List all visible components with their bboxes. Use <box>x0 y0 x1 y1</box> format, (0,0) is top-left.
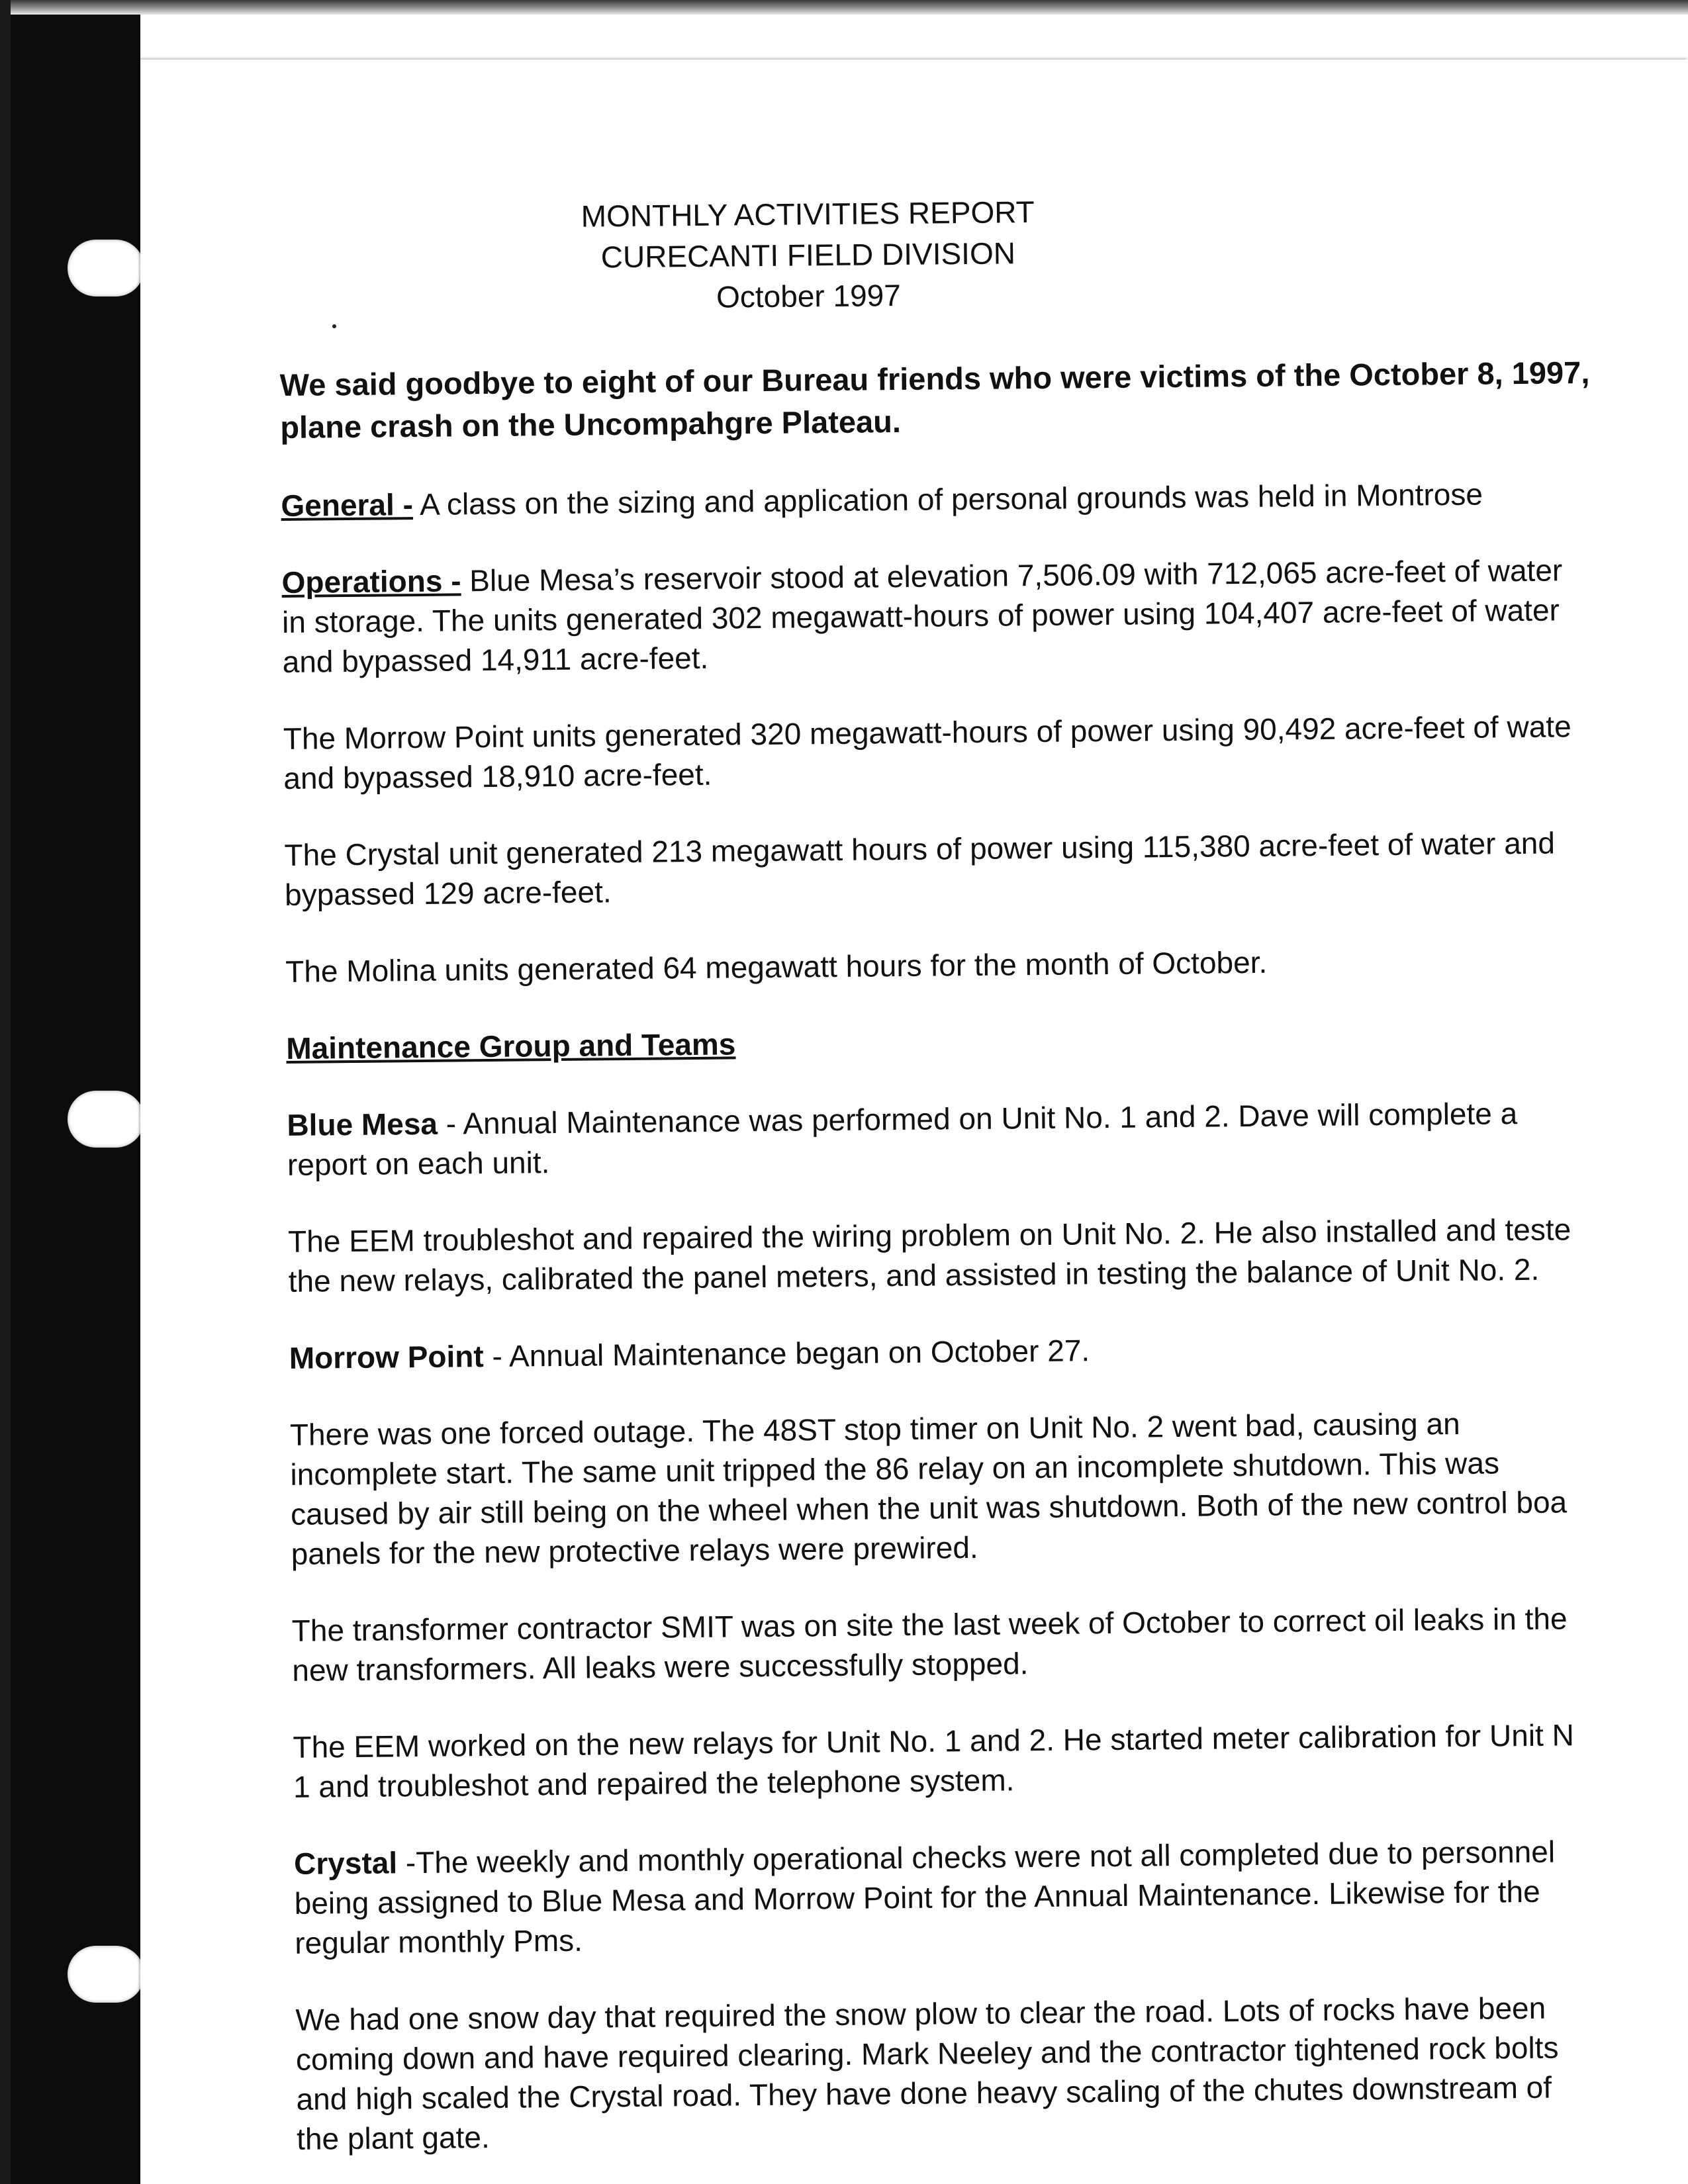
general-heading: General - <box>281 487 414 523</box>
morrow-point-line-1: - Annual Maintenance began on October 27. <box>483 1333 1090 1374</box>
transformer-paragraph <box>291 1597 1688 1690</box>
morrow-power-line-2: and bypassed 18,910 acre-feet. <box>283 756 712 796</box>
blue-mesa-eem-line-2: the new relays, calibrated the panel meters, and assisted in testing the balance of Unit No. 2. <box>288 1251 1540 1298</box>
operations-line-3: and bypassed 14,911 acre-feet. <box>282 640 709 679</box>
snow-paragraph <box>295 1986 1688 2159</box>
snow-line-4: the plant gate. <box>296 2120 490 2156</box>
report-title <box>344 189 1272 321</box>
crystal-heading: Crystal <box>293 1845 398 1881</box>
maintenance-section <box>286 1015 1688 1068</box>
snow-line-3: and high scaled the Crystal road. They have done heavy scaling of the chutes downstream of <box>296 2070 1552 2116</box>
morrow-eem-paragraph <box>293 1713 1688 1807</box>
memorial-line-1: We said goodbye to eight of our Bureau friends who were victims of the October 8, 1997, <box>279 354 1590 402</box>
morrow-eem-line-2: 1 and troubleshot and repaired the telephone system. <box>293 1762 1015 1804</box>
forced-outage-paragraph <box>290 1401 1688 1574</box>
memorial-line-2: plane crash on the Uncompahgre Plateau. <box>280 403 902 445</box>
forced-outage-line-1: There was one forced outage. The 48ST stop timer on Unit No. 2 went bad, causing an <box>289 1406 1460 1452</box>
molina-power-line: The Molina units generated 64 megawatt hours for the month of October. <box>285 944 1268 989</box>
title-line-2: CURECANTI FIELD DIVISION <box>600 236 1016 275</box>
morrow-power-line-1: The Morrow Point units generated 320 megawatt-hours of power using 90,492 acre-feet of wate <box>283 709 1571 756</box>
blue-mesa-line-2: report on each unit. <box>287 1145 550 1182</box>
snow-line-1: We had one snow day that required the snow plow to clear the road. Lots of rocks have been <box>295 1990 1546 2037</box>
blue-mesa-eem-line-1: The EEM troubleshot and repaired the wiring problem on Unit No. 2. He also installed and teste <box>287 1212 1571 1259</box>
operations-heading: Operations - <box>281 563 461 600</box>
crystal-line-1: -The weekly and monthly operational checks were not all completed due to personnel <box>397 1834 1556 1880</box>
binder-hole-bottom <box>68 1946 144 2003</box>
title-line-1: MONTHLY ACTIVITIES REPORT <box>581 195 1035 234</box>
document-body <box>278 185 1688 2158</box>
blue-mesa-paragraph <box>287 1091 1688 1185</box>
morrow-power-paragraph <box>283 705 1688 798</box>
crystal-line-2: being assigned to Blue Mesa and Morrow Point for the Annual Maintenance. Likewise for the <box>294 1874 1540 1921</box>
crystal-paragraph <box>294 1830 1688 1963</box>
morrow-point-heading: Morrow Point <box>289 1339 484 1375</box>
transformer-line-2: new transformers. All leaks were successfully stopped. <box>292 1646 1029 1688</box>
scan-top-edge <box>0 0 1688 15</box>
binder-hole-top <box>68 240 144 296</box>
snow-line-2: coming down and have required clearing. Mark Neeley and the contractor tightened rock bolts <box>295 2030 1559 2077</box>
forced-outage-line-2: incomplete start. The same unit tripped the 86 relay on an incomplete shutdown. This was <box>290 1445 1500 1492</box>
operations-line-2: in storage. The units generated 302 megawatt-hours of power using 104,407 acre-feet of water <box>281 592 1560 639</box>
crystal-power-paragraph <box>284 821 1688 915</box>
molina-power-paragraph <box>285 938 1688 991</box>
operations-paragraph <box>281 549 1688 682</box>
operations-line-1: Blue Mesa’s reservoir stood at elevation 7,506.09 with 712,065 acre-feet of water <box>461 553 1563 598</box>
crystal-power-line-2: bypassed 129 acre-feet. <box>284 874 612 912</box>
forced-outage-line-4: panels for the new protective relays were prewired. <box>291 1529 978 1571</box>
crystal-power-line-1: The Crystal unit generated 213 megawatt hours of power using 115,380 acre-feet of water and <box>284 825 1556 872</box>
blue-mesa-heading: Blue Mesa <box>287 1106 438 1142</box>
memorial-statement <box>279 350 1688 449</box>
blue-mesa-line-1: - Annual Maintenance was performed on Unit No. 1 and 2. Dave will complete a <box>437 1096 1518 1141</box>
crystal-line-3: regular monthly Pms. <box>295 1923 583 1960</box>
morrow-eem-line-1: The EEM worked on the new relays for Unit No. 1 and 2. He started meter calibration for Unit N <box>293 1717 1575 1764</box>
morrow-point-paragraph <box>289 1324 1688 1378</box>
title-line-3: October 1997 <box>716 277 902 314</box>
blue-mesa-eem-paragraph <box>288 1208 1688 1301</box>
scan-left-edge <box>0 0 11 2184</box>
general-paragraph <box>281 472 1688 525</box>
transformer-line-1: The transformer contractor SMIT was on site the last week of October to correct oil leaks in the <box>291 1601 1568 1648</box>
maintenance-heading: Maintenance Group and Teams <box>286 1026 736 1066</box>
binder-hole-middle <box>68 1091 144 1148</box>
general-text: A class on the sizing and application of personal grounds was held in Montrose <box>412 477 1483 522</box>
forced-outage-line-3: caused by air still being on the wheel when the unit was shutdown. Both of the new control boa <box>290 1484 1568 1531</box>
